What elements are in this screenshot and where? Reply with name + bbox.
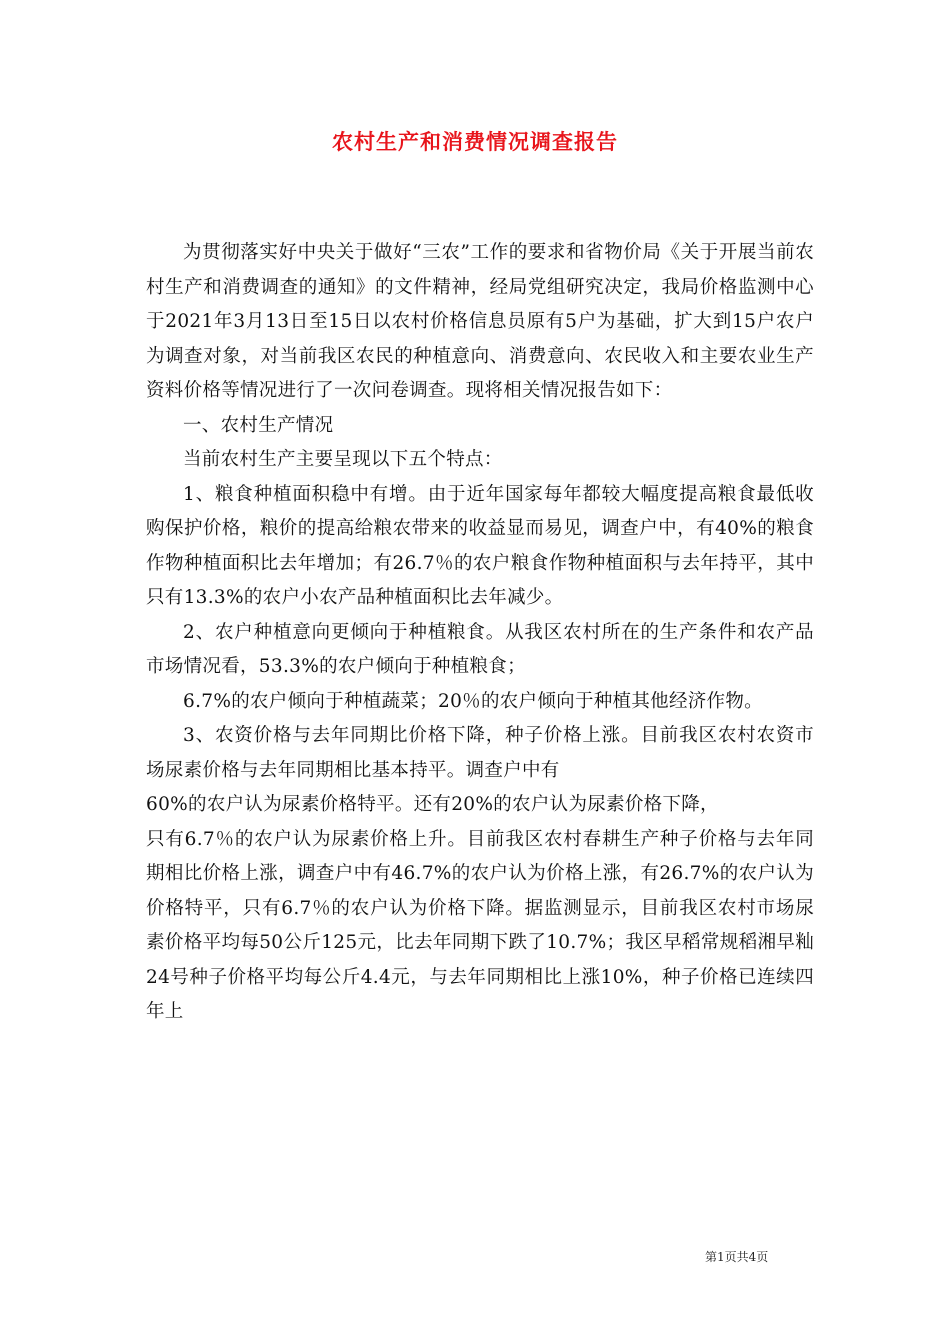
paragraph-point-3: 3、农资价格与去年同期比价格下降，种子价格上涨。目前我区农村农资市场尿素价格与去年同期相比基本持平。调查户中有 xyxy=(146,725,814,781)
paragraph-point-1: 1、粮食种植面积稳中有增。由于近年国家每年都较大幅度提高粮食最低收购保护价格，粮价的提高给粮农带来的收益显而易见，调查户中，有40%的粮食作物种植面积比去年增加；有26.7％的农户粮食作物种植面积与去年持平，其中只有13.3%的农户小农产品种植面积比去年减少。 xyxy=(146,483,814,608)
paragraph-intro: 为贯彻落实好中央关于做好“三农”工作的要求和省物价局《关于开展当前农村生产和消费调查的通知》的文件精神，经局党组研究决定，我局价格监测中心于2021年3月13日至15日以农村价格信息员原有5户为基础，扩大到15户农户为调查对象，对当前我区农民的种植意向、消费意向、农民收入和主要农业生产资料价格等情况进行了一次问卷调查。现将相关情况报告如下： xyxy=(146,242,814,401)
section-heading: 一、农村生产情况 xyxy=(183,414,334,436)
page-number: 第1页共4页 xyxy=(705,1250,769,1264)
document-body xyxy=(146,236,814,1030)
paragraph-summary: 当前农村生产主要呈现以下五个特点： xyxy=(183,449,503,470)
paragraph-point-3-cont-b: 只有6.7％的农户认为尿素价格上升。目前我区农村春耕生产种子价格与去年同期相比价格上涨，调查户中有46.7%的农户认为价格上涨，有26.7%的农户认为价格特平，只有6.7％的农户认为价格下降。据监测显示，目前我区农村市场尿素价格平均每50公斤125元，比去年同期下跌了10.7%；我区早稻常规稻湘早籼24号种子价格平均每公斤4.4元，与去年同期相比上涨10%，种子价格已连续四年上 xyxy=(146,828,814,1022)
paragraph-point-2: 2、农户种植意向更倾向于种植粮食。从我区农村所在的生产条件和农产品市场情况看，53.3%的农户倾向于种植粮食； xyxy=(146,621,814,677)
paragraph-point-2-cont: 6.7%的农户倾向于种植蔬菜；20％的农户倾向于种植其他经济作物。 xyxy=(183,690,763,712)
paragraph-point-3-cont-a: 60%的农户认为尿素价格特平。还有20%的农户认为尿素价格下降， xyxy=(146,794,719,815)
page-title: 农村生产和消费情况调查报告 xyxy=(332,129,618,154)
